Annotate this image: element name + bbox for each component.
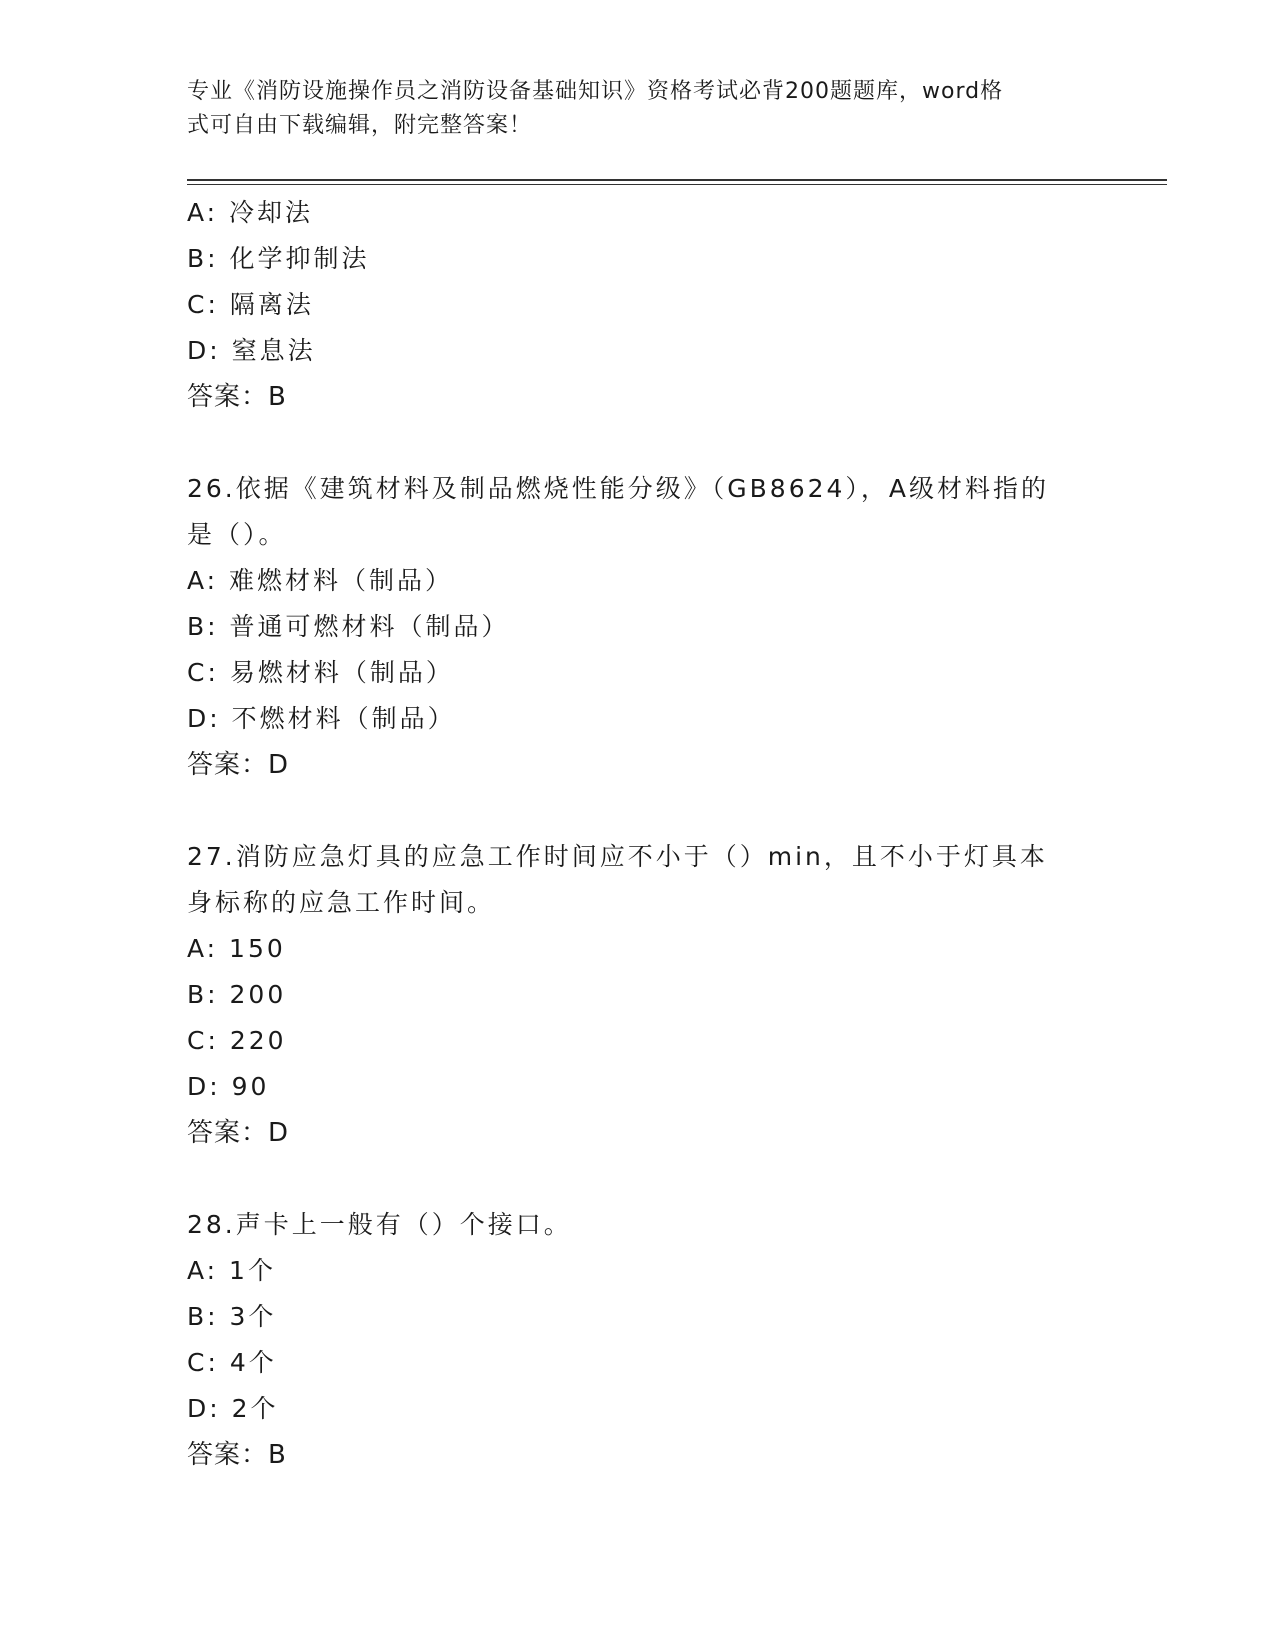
question-stem-line-2: 是（）。 (187, 520, 287, 549)
question-list (187, 190, 1087, 1478)
answer: 答案：D (187, 750, 290, 780)
header-title-line-1: 专业《消防设施操作员之消防设备基础知识》资格考试必背200题题库，word格 (187, 79, 1004, 104)
option-b: B: 化学抑制法 (187, 244, 370, 273)
option-c: C: 易燃材料（制品） (187, 658, 454, 687)
spacer (187, 788, 1087, 834)
question-stem-line-1: 26.依据《建筑材料及制品燃烧性能分级》（GB8624），A级材料指的 (187, 474, 1050, 503)
option-a: A: 难燃材料（制品） (187, 566, 454, 595)
option-b: B: 3个 (187, 1302, 277, 1331)
option-a: A: 冷却法 (187, 198, 314, 227)
option-a: A: 150 (187, 934, 286, 963)
answer: 答案：D (187, 1118, 290, 1148)
option-d: D: 不燃材料（制品） (187, 704, 456, 733)
question-28 (187, 1202, 1087, 1478)
question-25 (187, 190, 1087, 420)
header-title-line-2: 式可自由下载编辑，附完整答案！ (187, 113, 533, 138)
option-d: D: 窒息法 (187, 336, 316, 365)
answer: 答案：B (187, 382, 287, 412)
document-header (187, 75, 1067, 143)
question-stem (187, 466, 1067, 558)
option-d: D: 90 (187, 1072, 270, 1101)
header-divider (187, 179, 1167, 185)
option-c: C: 220 (187, 1026, 287, 1055)
question-stem (187, 834, 1067, 926)
option-c: C: 隔离法 (187, 290, 314, 319)
document-page (187, 0, 1167, 1650)
option-a: A: 1个 (187, 1256, 276, 1285)
option-b: B: 普通可燃材料（制品） (187, 612, 510, 641)
option-c: C: 4个 (187, 1348, 277, 1377)
question-27 (187, 834, 1087, 1156)
question-stem (187, 1202, 1067, 1248)
question-stem-line-2: 身标称的应急工作时间。 (187, 888, 496, 917)
spacer (187, 420, 1087, 466)
option-b: B: 200 (187, 980, 287, 1009)
answer: 答案：B (187, 1440, 287, 1470)
question-26 (187, 466, 1087, 788)
option-d: D: 2个 (187, 1394, 279, 1423)
question-stem-line-1: 27.消防应急灯具的应急工作时间应不小于（）min，且不小于灯具本 (187, 842, 1048, 871)
question-stem-line-1: 28.声卡上一般有（）个接口。 (187, 1210, 572, 1239)
spacer (187, 1156, 1087, 1202)
